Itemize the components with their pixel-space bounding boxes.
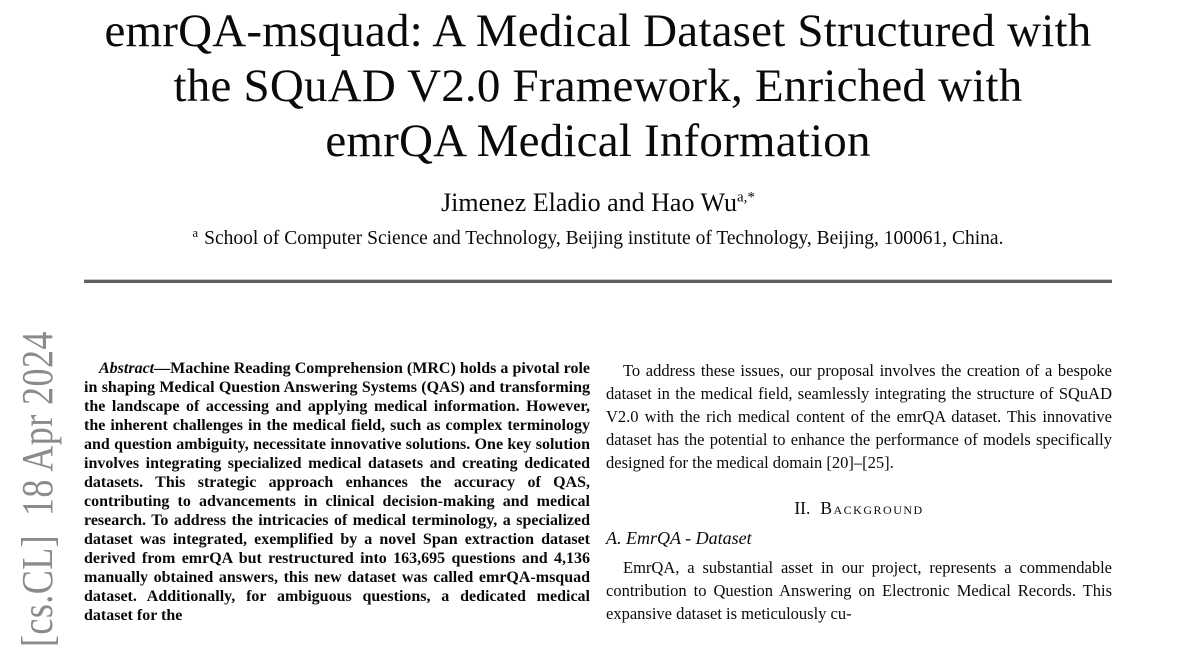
separator-rule bbox=[84, 279, 1112, 283]
affiliation-line bbox=[84, 227, 1112, 251]
author-names: Jimenez Eladio and Hao Wu bbox=[441, 188, 738, 217]
abstract-paragraph bbox=[84, 359, 590, 625]
abstract-label: Abstract bbox=[99, 359, 155, 377]
section-number: II. bbox=[794, 497, 811, 518]
subsection-heading-emrqa-dataset: A. EmrQA - Dataset bbox=[606, 527, 752, 548]
right-column bbox=[606, 359, 1112, 626]
title-line-3: emrQA Medical Information bbox=[325, 115, 871, 167]
title-line-1: emrQA-msquad: A Medical Dataset Structured with bbox=[104, 5, 1092, 57]
title-line-2: the SQuAD V2.0 Framework, Enriched with bbox=[173, 60, 1023, 112]
section-heading-background bbox=[606, 497, 1112, 519]
authors-line bbox=[84, 187, 1112, 219]
paper-page bbox=[84, 0, 1112, 625]
arxiv-stamp: [cs.CL] 18 Apr 2024 bbox=[13, 331, 62, 647]
two-column-body bbox=[84, 359, 1112, 626]
abstract-text: —Machine Reading Comprehension (MRC) holds a pivotal role in shaping Medical Question Answering Systems (QAS) and transforming the landscape of accessing and applying medical information. However, the inherent challenges in the medical field, such as complex terminology and question ambiguity, necessitate innovative solutions. One key solution involves integrating specialized medical datasets and creating dedicated datasets. This strategic approach enhances the accuracy of QAS, contributing to advancements in clinical decision-making and medical research. To address the intricacies of medical terminology, a specialized dataset was integrated, exemplified by a novel Span extraction dataset derived from emrQA but restructured into 163,695 questions and 4,136 manually obtained answers, this new dataset was called emrQA-msquad dataset. Additionally, for ambiguous questions, a dedicated medical dataset for the bbox=[84, 359, 590, 624]
intro-paragraph: To address these issues, our proposal involves the creation of a bespoke dataset in the medical field, seamlessly integrating the structure of SQuAD V2.0 with the rich medical content of the emrQA dataset. This innovative dataset has the potential to enhance the performance of models specifically designed for the medical domain [20]–[25]. bbox=[606, 360, 1112, 473]
paper-title bbox=[84, 4, 1112, 169]
section-title: Background bbox=[820, 497, 924, 518]
background-paragraph: EmrQA, a substantial asset in our project, represents a commendable contribution to Question Answering on Electronic Medical Records. This expansive dataset is meticulously cu- bbox=[606, 557, 1112, 623]
affiliation-text: School of Computer Science and Technology, Beijing institute of Technology, Beijing, 100061, China. bbox=[204, 228, 1004, 249]
author-superscript: a,* bbox=[737, 189, 755, 206]
left-column bbox=[84, 359, 590, 626]
affiliation-marker: a bbox=[192, 225, 199, 240]
